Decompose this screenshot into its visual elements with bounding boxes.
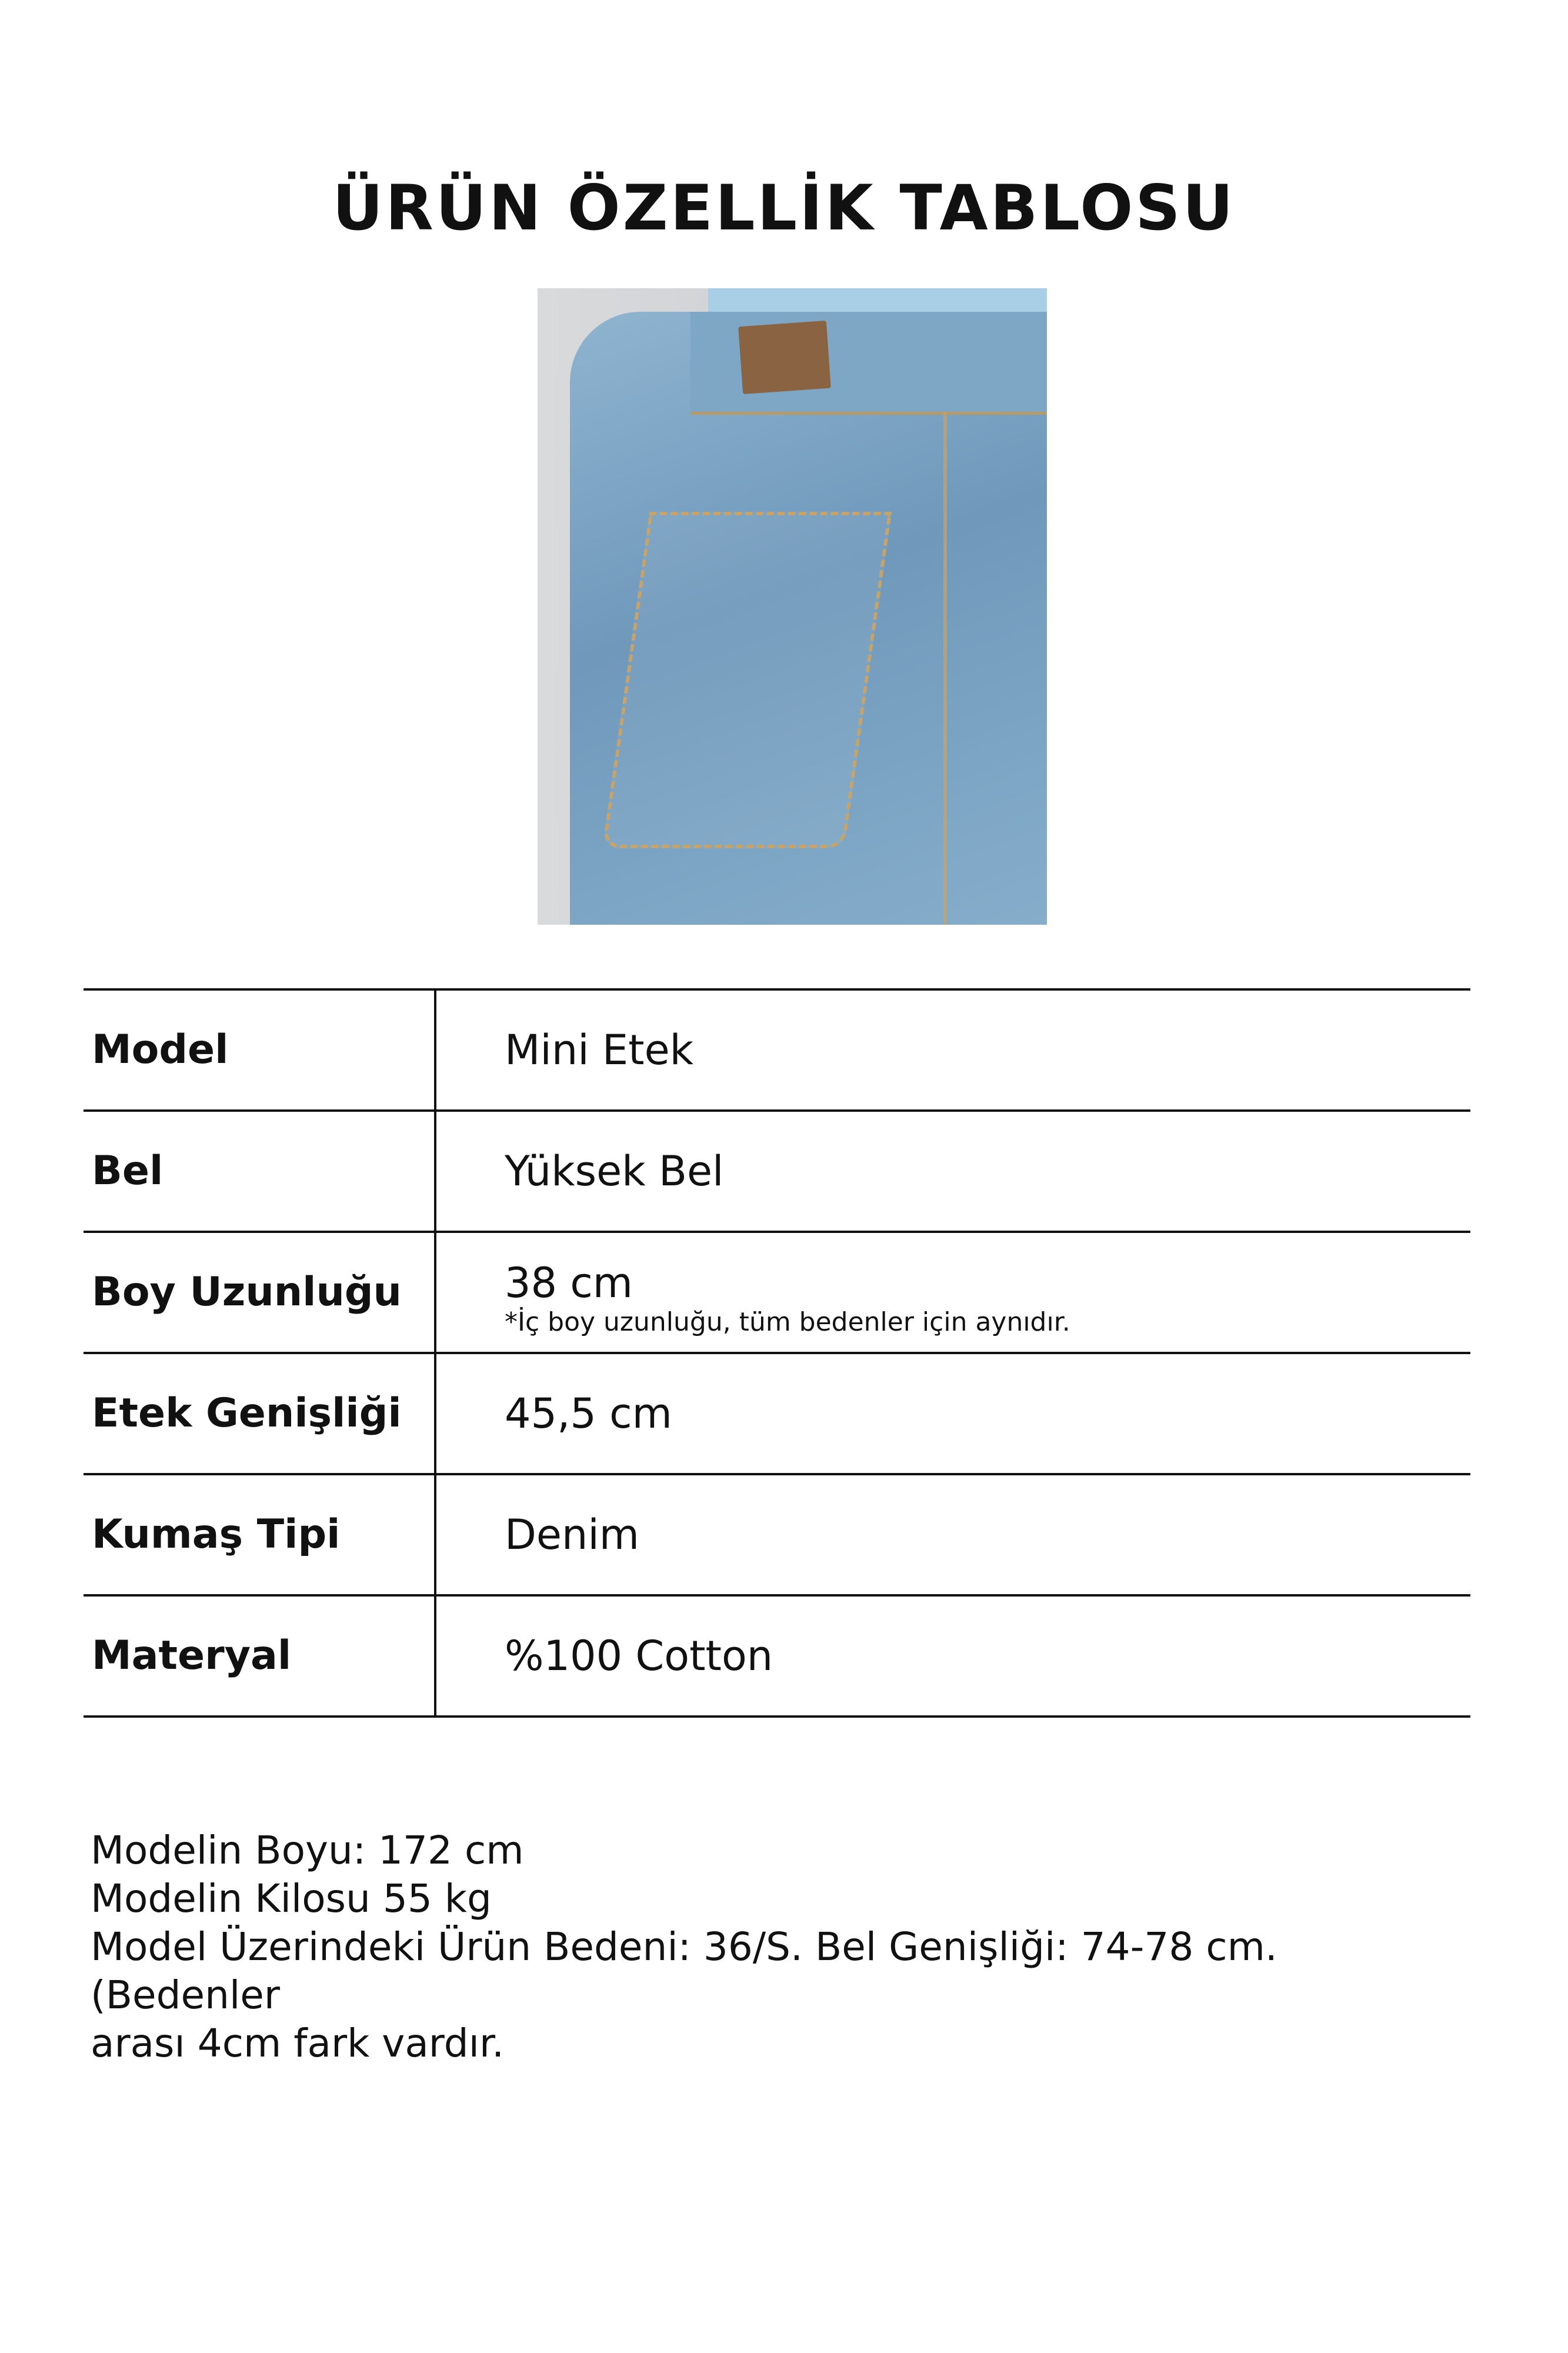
spec-value: %100 Cotton: [505, 1632, 773, 1680]
spec-label: Model: [92, 1026, 229, 1073]
spec-value: Mini Etek: [505, 1026, 694, 1074]
spec-label: Kumaş Tipi: [92, 1511, 341, 1558]
column-divider: [434, 991, 436, 1109]
spec-value-group: [505, 1259, 1070, 1337]
note-line: Modelin Boyu: 172 cm: [91, 1828, 524, 1873]
model-notes: [91, 1827, 1443, 2068]
column-divider: [434, 1233, 436, 1352]
spec-label: Bel: [92, 1148, 164, 1194]
column-divider: [434, 1475, 436, 1594]
product-photo: [538, 288, 1047, 925]
spec-row-bel: [84, 1112, 1470, 1233]
column-divider: [434, 1112, 436, 1231]
spec-value: 45,5 cm: [505, 1389, 672, 1438]
note-line: Modelin Kilosu 55 kg: [91, 1876, 492, 1921]
spec-label: Boy Uzunluğu: [92, 1269, 402, 1315]
spec-label: Materyal: [92, 1632, 292, 1679]
note-line: arası 4cm fark vardır.: [91, 2021, 505, 2066]
page-title: ÜRÜN ÖZELLİK TABLOSU: [332, 172, 1236, 244]
spec-table: [84, 988, 1470, 1718]
spec-row-etek-genisligi: [84, 1354, 1470, 1475]
brand-patch: [738, 321, 831, 394]
back-pocket: [602, 512, 892, 848]
spec-value: 38 cm: [505, 1259, 633, 1307]
column-divider: [434, 1354, 436, 1473]
spec-value: Denim: [505, 1511, 639, 1559]
spec-footnote: *İç boy uzunluğu, tüm bedenler için aynıdır.: [505, 1307, 1070, 1337]
spec-row-model: [84, 991, 1470, 1112]
note-line: Model Üzerindeki Ürün Bedeni: 36/S. Bel Genişliği: 74-78 cm. (Bedenler: [91, 1924, 1277, 2018]
spec-value: Yüksek Bel: [505, 1147, 724, 1195]
column-divider: [434, 1597, 436, 1715]
spec-row-boy-uzunlugu: [84, 1233, 1470, 1354]
side-seam: [943, 412, 947, 925]
spec-row-materyal: [84, 1597, 1470, 1718]
spec-row-kumas-tipi: [84, 1475, 1470, 1597]
spec-label: Etek Genişliği: [92, 1390, 402, 1437]
